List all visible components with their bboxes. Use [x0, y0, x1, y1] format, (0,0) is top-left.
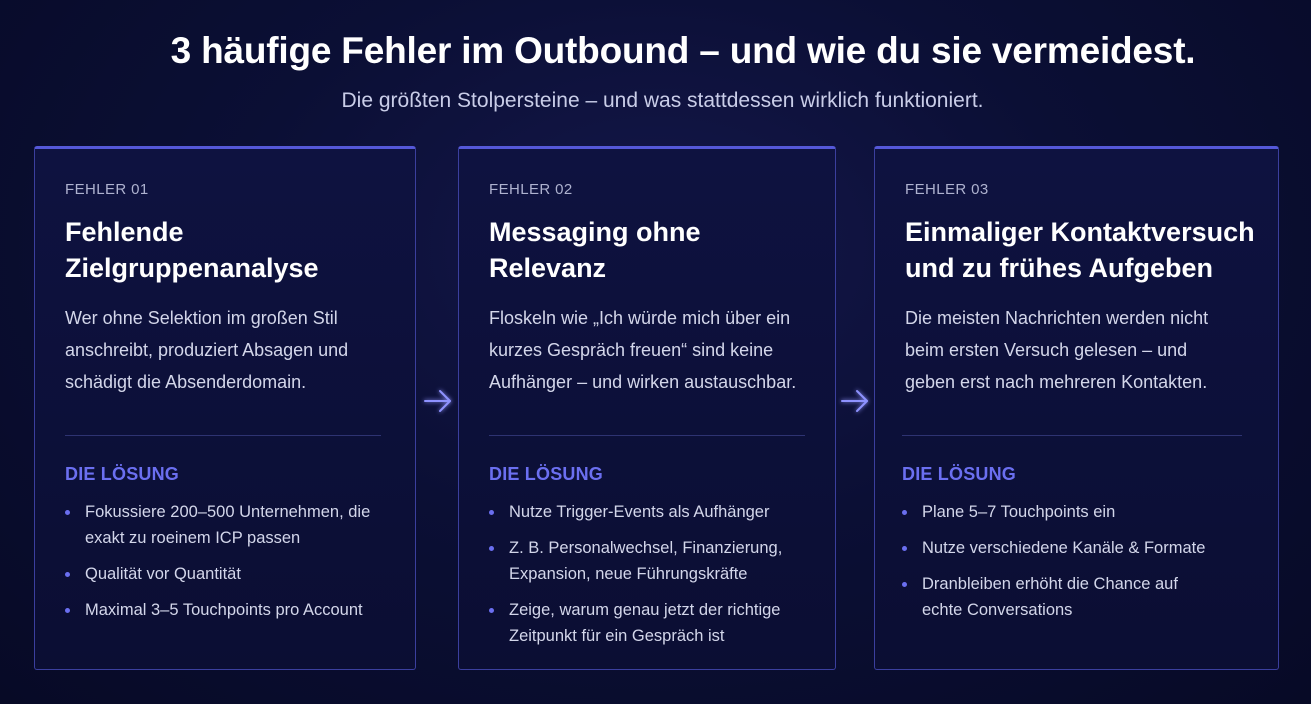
- mistake-card-2: [458, 146, 836, 670]
- list-item: [65, 597, 401, 623]
- solution-label: DIE LÖSUNG: [902, 464, 1017, 484]
- mistake-description: Die meisten Nachrichten werden nicht beim ersten Versuch gelesen – und geben erst nach mehreren Kontakten.: [905, 308, 1209, 392]
- list-item: [902, 499, 1264, 525]
- bullet-icon: [902, 546, 907, 551]
- solution-list: [65, 499, 401, 633]
- mistake-label: FEHLER 02: [489, 181, 573, 198]
- solution-label: DIE LÖSUNG: [65, 464, 180, 484]
- list-item: [489, 597, 819, 649]
- divider: [489, 435, 805, 436]
- arrow-right-icon: [421, 386, 455, 416]
- solution-point: Dranbleiben erhöht die Chance auf echte Conversations: [922, 575, 1178, 619]
- bullet-icon: [489, 510, 494, 515]
- mistake-description: Wer ohne Selektion im großen Stil anschreibt, produziert Absagen und schädigt die Absenderdomain.: [65, 308, 349, 392]
- divider: [902, 435, 1242, 436]
- list-item: [489, 535, 809, 587]
- mistake-label: FEHLER 01: [65, 181, 149, 198]
- solution-point: Fokussiere 200–500 Unternehmen, die exakt zu roeinem ICP passen: [85, 503, 371, 547]
- divider: [65, 435, 381, 436]
- mistake-label: FEHLER 03: [905, 181, 989, 198]
- arrow-right-icon: [838, 386, 872, 416]
- mistake-card-1: [34, 146, 416, 670]
- bullet-icon: [902, 510, 907, 515]
- solution-point: Nutze Trigger-Events als Aufhänger: [509, 503, 770, 521]
- solution-list: [489, 499, 821, 659]
- solution-list: [902, 499, 1264, 633]
- bullet-icon: [65, 572, 70, 577]
- page-title: 3 häufige Fehler im Outbound – und wie du sie vermeidest.: [170, 30, 1196, 71]
- solution-label: DIE LÖSUNG: [489, 464, 604, 484]
- mistake-card-3: [874, 146, 1279, 670]
- list-item: [65, 499, 375, 551]
- list-item: [902, 535, 1264, 561]
- bullet-icon: [65, 608, 70, 613]
- solution-point: Maximal 3–5 Touchpoints pro Account: [85, 601, 363, 619]
- bullet-icon: [489, 608, 494, 613]
- list-item: [902, 571, 1222, 623]
- bullet-icon: [902, 582, 907, 587]
- mistake-title: Messaging ohne Relevanz: [489, 217, 701, 283]
- list-item: [489, 499, 821, 525]
- solution-point: Nutze verschiedene Kanäle & Formate: [922, 539, 1206, 557]
- mistake-description: Floskeln wie „Ich würde mich über ein kurzes Gespräch freuen“ sind keine Aufhänger – und wirken austauschbar.: [489, 308, 797, 392]
- bullet-icon: [65, 510, 70, 515]
- page-subtitle: Die größten Stolpersteine – und was stattdessen wirklich funktioniert.: [341, 89, 984, 112]
- mistake-title: Fehlende Zielgruppenanalyse: [65, 217, 319, 283]
- bullet-icon: [489, 546, 494, 551]
- solution-point: Plane 5–7 Touchpoints ein: [922, 503, 1116, 521]
- solution-point: Zeige, warum genau jetzt der richtige Zeitpunkt für ein Gespräch ist: [509, 601, 781, 645]
- list-item: [65, 561, 401, 587]
- solution-point: Z. B. Personalwechsel, Finanzierung, Expansion, neue Führungskräfte: [509, 539, 783, 583]
- mistake-title: Einmaliger Kontaktversuch und zu frühes Aufgeben: [905, 217, 1255, 283]
- solution-point: Qualität vor Quantität: [85, 565, 241, 583]
